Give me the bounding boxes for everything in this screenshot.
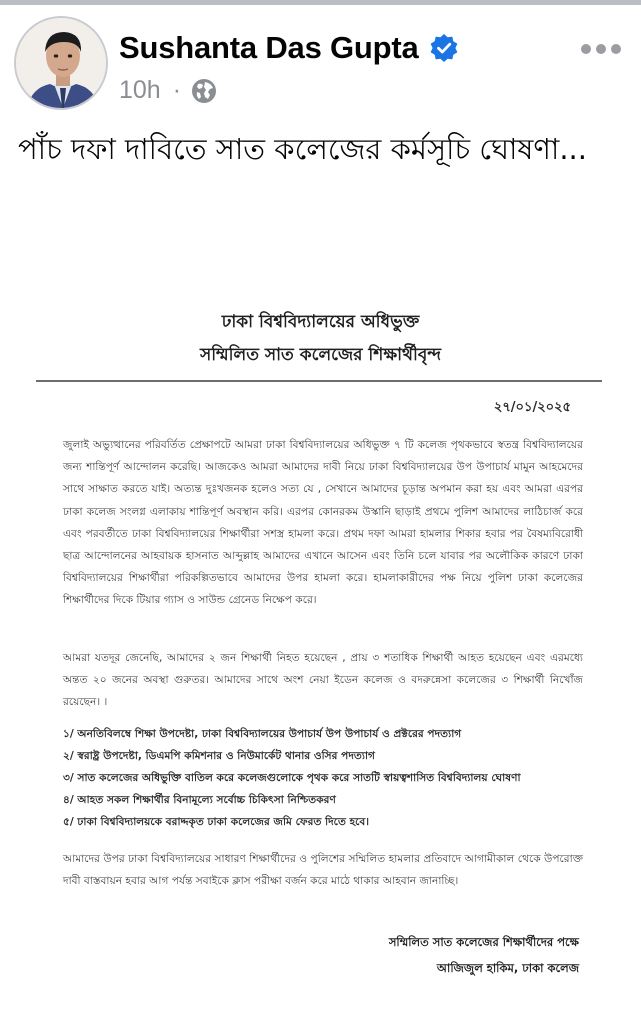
document-paragraph-2: আমরা যতদূর জেনেছি, আমাদের ২ জন শিক্ষার্থী নিহত হয়েছেন , প্রায় ৩ শতাধিক শিক্ষার্থী আহত হয়েছেন এবং এরমধ্যে অন্তত ২০ জনের অবস্থা গুরুতর। আমাদের সাথে অংশ নেয়া ইডেন কলেজ ও বদরুন্নেসা কলেজের ৩ শিক্ষার্থী নিখোঁজ রয়েছেন। । xyxy=(63,652,583,709)
post-caption: পাঁচ দফা দাবিতে সাত কলেজের কর্মসূচি ঘোষণা... xyxy=(18,132,587,166)
more-dot xyxy=(581,44,591,54)
demands-list xyxy=(63,723,603,833)
globe-icon[interactable] xyxy=(191,78,217,104)
meta-separator: · xyxy=(172,76,182,104)
verified-badge-icon xyxy=(429,33,459,63)
avatar[interactable] xyxy=(14,16,108,110)
document-paragraph-1: জুলাই অভ্যুত্থানের পরিবর্তিত প্রেক্ষাপটে আমরা ঢাকা বিশ্ববিদ্যালয়ের অধিভুক্ত ৭ টি কলেজ পৃথকভাবে স্বতন্ত্র বিশ্ববিদ্যালয়ের জন্য শান্তিপূর্ণ আন্দোলন করেছি। আজকেও আমরা আমাদের দাবী নিয়ে ঢাকা বিশ্ববিদ্যালয়ের উপ উপাচার্য মামুন আহমেদের সাথে সাক্ষাত করতে যাই। অত্যন্ত দুঃখজনক হলেও সত্য যে , সেখানে আমাদের চূড়ান্ত অপমান করা হয় এবং আমরা এরপর ঢাকা কলেজ সংলগ্ন এলাকায় শান্তিপূর্ণ অবস্থান করি। এরপর কোনরকম উস্কানি ছাড়াই প্রথমে পুলিশ আমাদের লাঠিচার্জ করে এবং পরবর্তীতে ঢাকা বিশ্ববিদ্যালয়ের শিক্ষার্থীরা সশস্ত্র হামলা করে। প্রথম দফা আমরা হামলার শিকার হবার পর বৈষম্যবিরোধী ছাত্র আন্দোলনের আহবায়ক হাসনাত আব্দুল্লাহ আমাদের এখানে আসেন এবং তিনি চলে যাবার পর অলৌকিক কারণে ঢাকা বিশ্ববিদ্যালয়ের শিক্ষার্থীরা পরিকল্পিতভাবে আমাদের উপর হামলা করে। হামলাকারীদের পক্ষ নিয়ে পুলিশ ঢাকা কলেজের শিক্ষার্থীদের দিকে টিয়ার গ্যাস ও সাউন্ড গ্রেনেড নিক্ষেপ করে। xyxy=(63,439,583,607)
author-name[interactable]: Sushanta Das Gupta xyxy=(119,30,419,65)
demand-item: ৫/ ঢাকা বিশ্ববিদ্যালয়কে বরাদ্দকৃত ঢাকা কলেজের জমি ফেরত দিতে হবে। xyxy=(63,816,370,828)
demand-item: ১/ অনতিবিলম্বে শিক্ষা উপদেষ্টা, ঢাকা বিশ্ববিদ্যালয়ের উপাচার্য উপ উপাচার্য ও প্রক্টরের পদত্যাগ xyxy=(63,728,462,740)
signature-line-1: সম্মিলিত সাত কলেজের শিক্ষার্থীদের পক্ষে xyxy=(388,935,579,949)
post-meta xyxy=(119,76,217,105)
post-timestamp[interactable]: 10h xyxy=(119,76,161,104)
document-divider xyxy=(36,380,602,382)
more-dot xyxy=(596,44,606,54)
post-image-document[interactable] xyxy=(0,228,641,1024)
avatar-portrait xyxy=(16,18,108,110)
signature-line-2: আজিজুল হাকিম, ঢাকা কলেজ xyxy=(436,961,579,975)
document-paragraph-3: আমাদের উপর ঢাকা বিশ্ববিদ্যালয়ের সাধারণ শিক্ষার্থীদের ও পুলিশের সম্মিলিত হামলার প্রতিবাদে আগামীকাল থেকে উপরোক্ত দাবী বাস্তবায়ন হবার আগ পর্যন্ত সবাইকে ক্লাস পরীক্ষা বর্জন করে মাঠে থাকার আহবান জানাচ্ছি। xyxy=(63,853,583,888)
demand-item: ৩/ সাত কলেজের অধিভুক্তি বাতিল করে কলেজগুলোকে পৃথক করে সাতটি স্বায়ত্বশাসিত বিশ্ববিদ্যালয় ঘোষণা xyxy=(63,772,521,784)
more-dot xyxy=(611,44,621,54)
document-heading-line1: ঢাকা বিশ্ববিদ্যালয়ের অধিভুক্ত xyxy=(221,312,420,332)
post-header xyxy=(14,16,627,112)
top-divider xyxy=(0,0,641,5)
author-row xyxy=(119,30,459,66)
document-date: ২৭/০১/২০২৫ xyxy=(493,400,571,415)
demand-item: ২/ স্বরাষ্ট্র উপদেষ্টা, ডিএমপি কমিশনার ও নিউমার্কেট থানার ওসির পদত্যাগ xyxy=(63,750,375,762)
demand-item: ৪/ আহত সকল শিক্ষার্থীর বিনামূল্যে সর্বোচ্চ চিকিৎসা নিশ্চিতকরণ xyxy=(63,794,336,806)
document-heading-line2: সম্মিলিত সাত কলেজের শিক্ষার্থীবৃন্দ xyxy=(199,345,442,365)
more-options-icon[interactable] xyxy=(581,42,621,56)
